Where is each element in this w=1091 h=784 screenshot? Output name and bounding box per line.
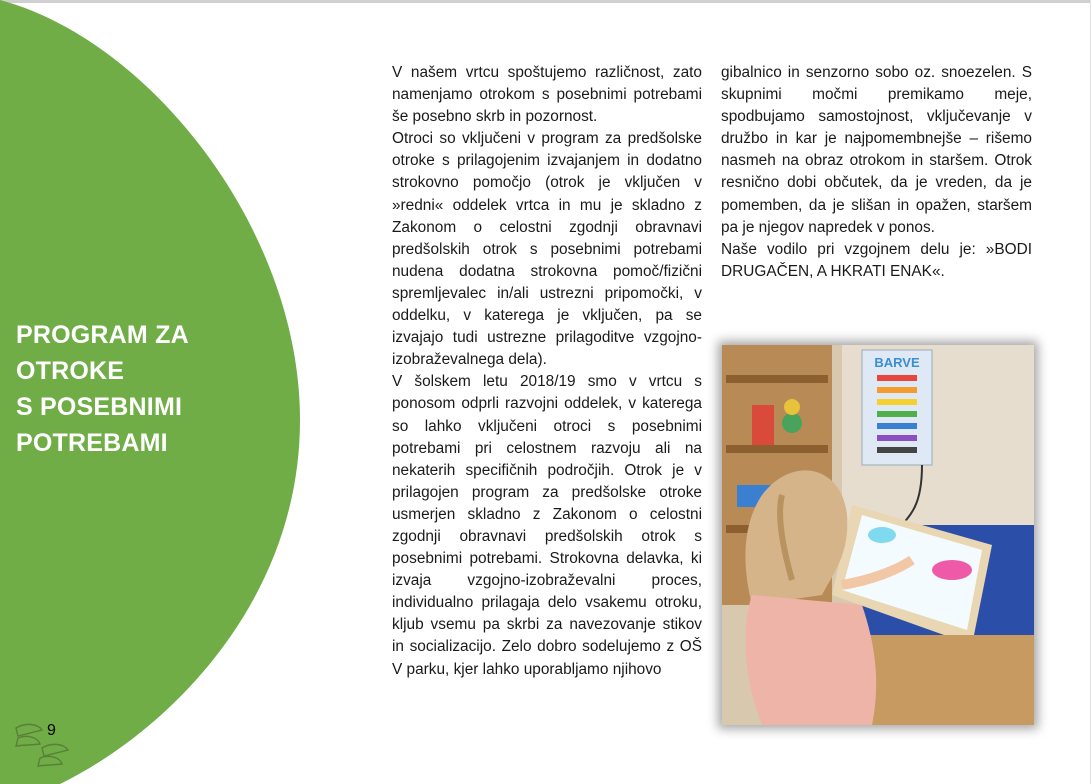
body-column-right xyxy=(721,62,1032,283)
leaf-ornament-icon xyxy=(12,718,72,774)
body-paragraph: gibalnico in senzorno sobo oz. snoezelen. S skupnimi močmi premikamo meje, spodbujamo samostojnost, vključevanje v družbo in kar je najpomembnejše – rišemo nasmeh na obraz otrokom in staršem. Otrok resnično dobi občutek, da je vreden, da je pomemben, da je slišan in opažen, staršem pa je njegov napredek v ponos. xyxy=(721,64,1032,236)
poster-label: BARVE xyxy=(874,355,920,370)
body-paragraph: V šolskem letu 2018/19 smo v vrtcu s ponosom odprli razvojni oddelek, v katerega so lahko vključeni otroci s posebnimi potrebami pri celostnem razvoju ali na nekaterih specifičnih področjih. Otrok je v prilagojen program za predšolske otroke usmerjen skladno z Zakonom o celostni zgodnji obravnavi predšolskih otrok s posebnimi potrebami. Strokovna delavka, ki izvaja vzgojno-izobraževalni proces, individualno prilagaja delo vsakemu otroku, kljub vsemu pa skrbi za navezovanje stikov in socializacijo. Zelo dobro sodelujemo z OŠ V parku, kjer lahko uporabljamo njihovo xyxy=(392,373,702,678)
body-paragraph: Naše vodilo pri vzgojnem delu je: »BODI DRUGAČEN, A HKRATI ENAK«. xyxy=(721,240,1032,280)
page-number: 9 xyxy=(47,722,56,739)
body-paragraph: Otroci so vključeni v program za predšolske otroke s prilagojenim izvajanjem in dodatno strokovno pomočjo (otrok je vključen v »redni« oddelek vrtca in mu je skladno z Zakonom o celostni zgodnji obravnavi predšolskih otrok s posebnimi potrebami nudena dodatna strokovna pomoč/fizični spremljevalec in/ali ustrezni pripomočki, v oddelku, v katerega je vključen, pa se izvajajo tudi ustrezne prilagoditve vzgojno-izobraževalnega dela). xyxy=(392,130,702,369)
body-column-left xyxy=(392,62,702,681)
body-paragraph: V našem vrtcu spoštujemo različnost, zato namenjamo otrokom s posebnimi potrebami še posebno skrb in pozornost. xyxy=(392,64,702,126)
section-title: PROGRAM ZA OTROKE S POSEBNIMI POTREBAMI xyxy=(16,321,189,457)
child-at-light-table-photo xyxy=(722,345,1034,725)
